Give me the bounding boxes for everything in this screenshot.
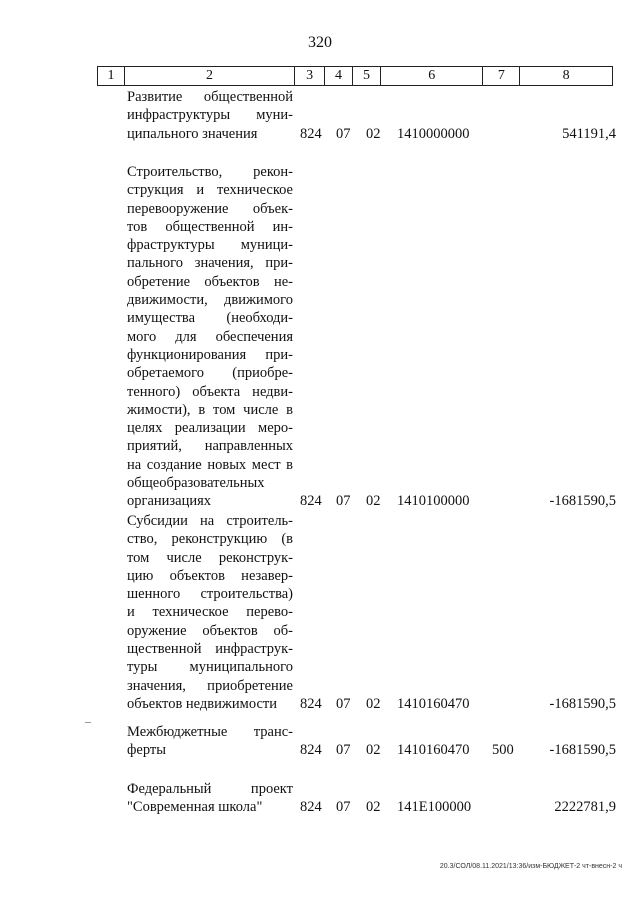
row-target-article: 1410160470 <box>397 742 470 759</box>
column-header-8: 8 <box>562 68 570 83</box>
row-amount: -1681590,5 <box>549 493 616 510</box>
row-name-line: "Современная школа" <box>127 799 263 816</box>
row-name-line: тов общественной ин- <box>127 218 293 235</box>
row-name-line: на создание новых мест в <box>127 456 293 473</box>
row-name-line: общеобразовательных <box>127 475 265 492</box>
row-name-line: приятий, направленных <box>127 438 293 455</box>
row-amount: 541191,4 <box>562 125 616 142</box>
row-code: 824 <box>300 742 322 759</box>
row-name-line: Развитие общественной <box>127 89 293 105</box>
column-header-6: 6 <box>381 67 484 85</box>
row-name-line: организациях <box>127 493 212 510</box>
row-name-line: целях реализации меро- <box>127 420 293 437</box>
row-section: 07 <box>336 493 351 510</box>
row-name-line: струкция и техническое <box>127 182 293 199</box>
row-name <box>127 163 293 511</box>
row-name-line: Межбюджетные транс- <box>127 724 293 740</box>
row-name-line: имущества (необходи- <box>127 310 293 327</box>
row-name <box>127 780 293 817</box>
row-name-line: ство, реконструкцию (в <box>127 531 293 548</box>
row-name <box>127 512 293 713</box>
row-subsection: 02 <box>366 493 381 510</box>
row-name-line: ферты <box>127 742 166 759</box>
row-name-line: шенного строительства) <box>127 586 293 603</box>
row-name-line: фраструктуры муници- <box>127 237 293 254</box>
row-name-line: движимости, движимого <box>127 292 293 309</box>
row-name-line: обретение объектов не- <box>127 273 293 290</box>
row-name <box>127 723 293 760</box>
row-section: 07 <box>336 742 351 759</box>
row-code: 824 <box>300 125 322 142</box>
row-name-line: жимости), в том числе в <box>127 401 293 418</box>
row-target-article: 1410000000 <box>397 125 470 142</box>
row-name-line: ципального значения <box>127 125 258 142</box>
row-name-line: оружение объектов об- <box>127 622 293 639</box>
row-name-line: перевооружение объек- <box>127 200 293 217</box>
row-subsection: 02 <box>366 799 381 816</box>
row-name-line: инфраструктуры муни- <box>127 107 293 124</box>
column-header-5: 5 <box>353 67 381 85</box>
row-target-article: 141E100000 <box>397 799 472 816</box>
row-expense-type: 500 <box>492 742 514 759</box>
column-header-3: 3 <box>295 67 325 85</box>
row-name-line: Строительство, рекон- <box>127 164 293 180</box>
row-name-line: значения, приобретение <box>127 677 293 694</box>
row-name <box>127 88 293 143</box>
row-name-line: цию объектов незавер- <box>127 567 293 584</box>
row-code: 824 <box>300 799 322 816</box>
row-name-line: Федеральный проект <box>127 781 293 797</box>
column-header-4: 4 <box>325 67 353 85</box>
row-section: 07 <box>336 799 351 816</box>
row-amount: -1681590,5 <box>549 696 616 712</box>
table-header-row <box>97 66 613 86</box>
row-subsection: 02 <box>366 125 381 142</box>
row-name-line: функционирования при- <box>127 346 293 363</box>
page-number: 320 <box>308 34 332 51</box>
row-target-article: 1410100000 <box>397 493 470 510</box>
row-subsection: 02 <box>366 696 381 712</box>
row-name-line: обретаемого (приобре- <box>127 365 293 382</box>
row-name-line: объектов недвижимости <box>127 695 278 712</box>
row-name-line: щественной инфраструк- <box>127 641 293 658</box>
row-amount: 2222781,9 <box>554 799 616 816</box>
row-name-line: и техническое перево- <box>127 604 293 621</box>
scan-artifact <box>85 722 91 723</box>
row-section: 07 <box>336 696 351 712</box>
row-name-line: Субсидии на строитель- <box>127 513 293 529</box>
row-name-line: мого для обеспечения <box>127 328 293 345</box>
row-name-line: тенного) объекта недви- <box>127 383 293 400</box>
row-subsection: 02 <box>366 742 381 759</box>
footer-document-id: 20.3/СОЛ/08.11.2021/13:36/изм-БЮДЖЕТ-2 чт-внесн-2 ч <box>439 863 622 870</box>
row-name-line: туры муниципального <box>127 659 293 676</box>
row-section: 07 <box>336 125 351 142</box>
row-amount: -1681590,5 <box>549 742 616 759</box>
row-name-line: пального значения, при- <box>127 255 293 272</box>
column-header-7: 7 <box>483 67 520 85</box>
column-header-1: 1 <box>98 67 125 85</box>
row-code: 824 <box>300 696 322 712</box>
row-target-article: 1410160470 <box>397 696 470 712</box>
row-name-line: том числе реконструк- <box>127 549 293 566</box>
column-header-2: 2 <box>125 67 295 85</box>
row-code: 824 <box>300 493 322 510</box>
